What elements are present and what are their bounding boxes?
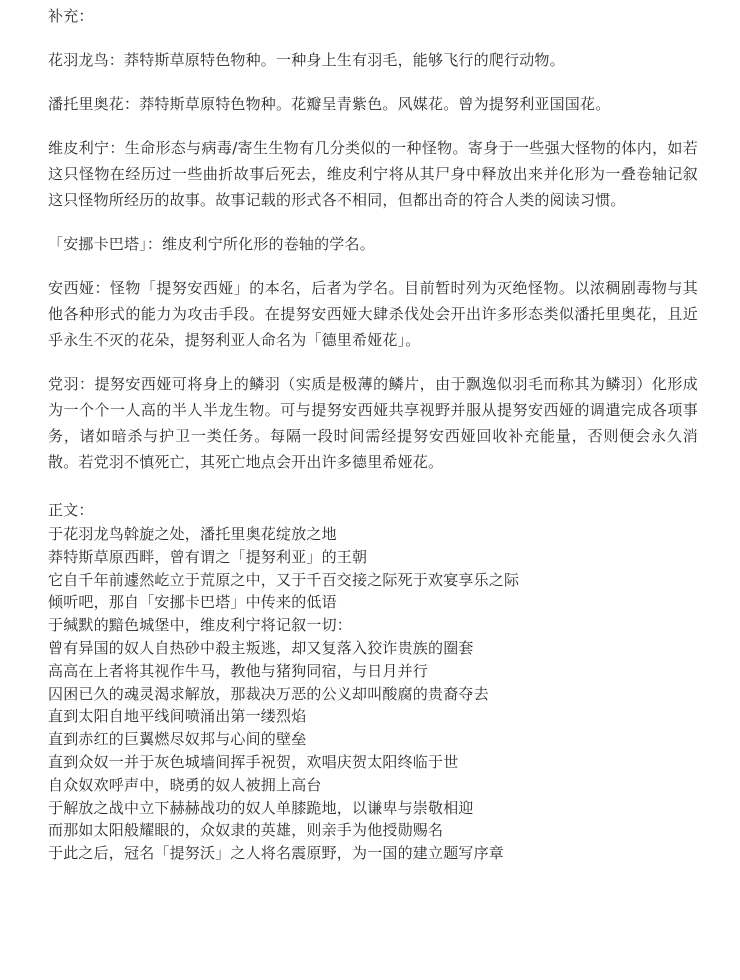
verse-line: 直到众奴一并于灰色城墙间挥手祝贺，欢唱庆贺太阳终临于世 — [48, 752, 459, 771]
document-body — [48, 3, 698, 865]
verse-line: 高高在上者将其视作牛马，教他与猪狗同宿，与日月并行 — [48, 661, 429, 680]
verse-line: 曾有异国的奴人自热砂中殺主叛逃，却又复落入狡诈贵族的圈套 — [48, 638, 474, 657]
entry-dangyu: 党羽：提努安西娅可将身上的鳞羽（实质是极薄的鳞片，由于飘逸似羽毛而称其为鳞羽）化形成为一个个一人高的半人半龙生物。可与提努安西娅共享视野并服从提努安西娅的调遣完成各项事务，诸如暗杀与护卫一类任务。每隔一段时间需经提努安西娅回收补充能量，否则便会永久消散。若党羽不慎死亡，其死亡地点会开出许多德里希娅花。 — [48, 375, 698, 471]
entry-pantuoliao-flower: 潘托里奥花：莽特斯草原特色物种。花瓣呈青紫色。风媒花。曾为提努利亚国国花。 — [48, 95, 611, 113]
main-text-heading: 正文： — [48, 501, 94, 519]
verse-line: 于此之后，冠名「提努沃」之人将名震原野，为一国的建立题写序章 — [48, 844, 505, 863]
entry-anxiya: 安西娅：怪物「提努安西娅」的本名，后者为学名。目前暂时列为灭绝怪物。以浓稠剧毒物与其他各种形式的能力为攻击手段。在提努安西娅大肆杀伐处会开出许多形态类似潘托里奥花，且近乎永生不灭的花朵，提努利亚人命名为「德里希娅花」。 — [48, 279, 698, 349]
entry-annuokabata: 「安挪卡巴塔」：维皮利宁所化形的卷轴的学名。 — [48, 235, 375, 253]
supplement-heading: 补充： — [48, 7, 94, 25]
entry-weipilining: 维皮利宁：生命形态与病毒/寄生生物有几分类似的一种怪物。寄身于一些强大怪物的体内，如若这只怪物在经历过一些曲折故事后死去，维皮利宁将从其尸身中释放出来并化形为一叠卷轴记叙这只怪物所经历的故事。故事记载的形式各不相同，但都出奇的符合人类的阅读习惯。 — [48, 139, 698, 209]
verse-line: 直到太阳自地平线间喷涌出第一缕烈焰 — [48, 707, 307, 726]
verse-line: 而那如太阳般耀眼的，众奴隶的英雄，则亲手为他授勋赐名 — [48, 821, 444, 840]
verse-line: 它自千年前遽然屹立于荒原之中，又于千百交接之际死于欢宴享乐之际 — [48, 570, 520, 589]
verse-line: 囚困已久的魂灵渴求解放，那裁决万恶的公义却叫酸腐的贵裔夺去 — [48, 684, 489, 703]
verse-line: 于花羽龙鸟斡旋之处，潘托里奥花绽放之地 — [48, 525, 337, 543]
verse-line: 自众奴欢呼声中，晓勇的奴人被拥上高台 — [48, 775, 322, 794]
verse-line: 倾听吧，那自「安挪卡巴塔」中传来的低语 — [48, 593, 337, 612]
verse-stanza-1 — [48, 523, 698, 637]
verse-line: 于缄默的黯色城堡中，维皮利宁将记叙一切： — [48, 616, 353, 635]
verse-line: 直到赤红的巨翼燃尽奴邦与心间的壁垒 — [48, 730, 307, 749]
verse-line: 于解放之战中立下赫赫战功的奴人单膝跪地，以谦卑与崇敬相迎 — [48, 798, 474, 817]
verse-stanza-2 — [48, 637, 698, 865]
verse-line: 莽特斯草原西畔，曾有谓之「提努利亚」的王朝 — [48, 547, 368, 566]
entry-huayu-longniao: 花羽龙鸟：莽特斯草原特色物种。一种身上生有羽毛，能够飞行的爬行动物。 — [48, 51, 565, 69]
